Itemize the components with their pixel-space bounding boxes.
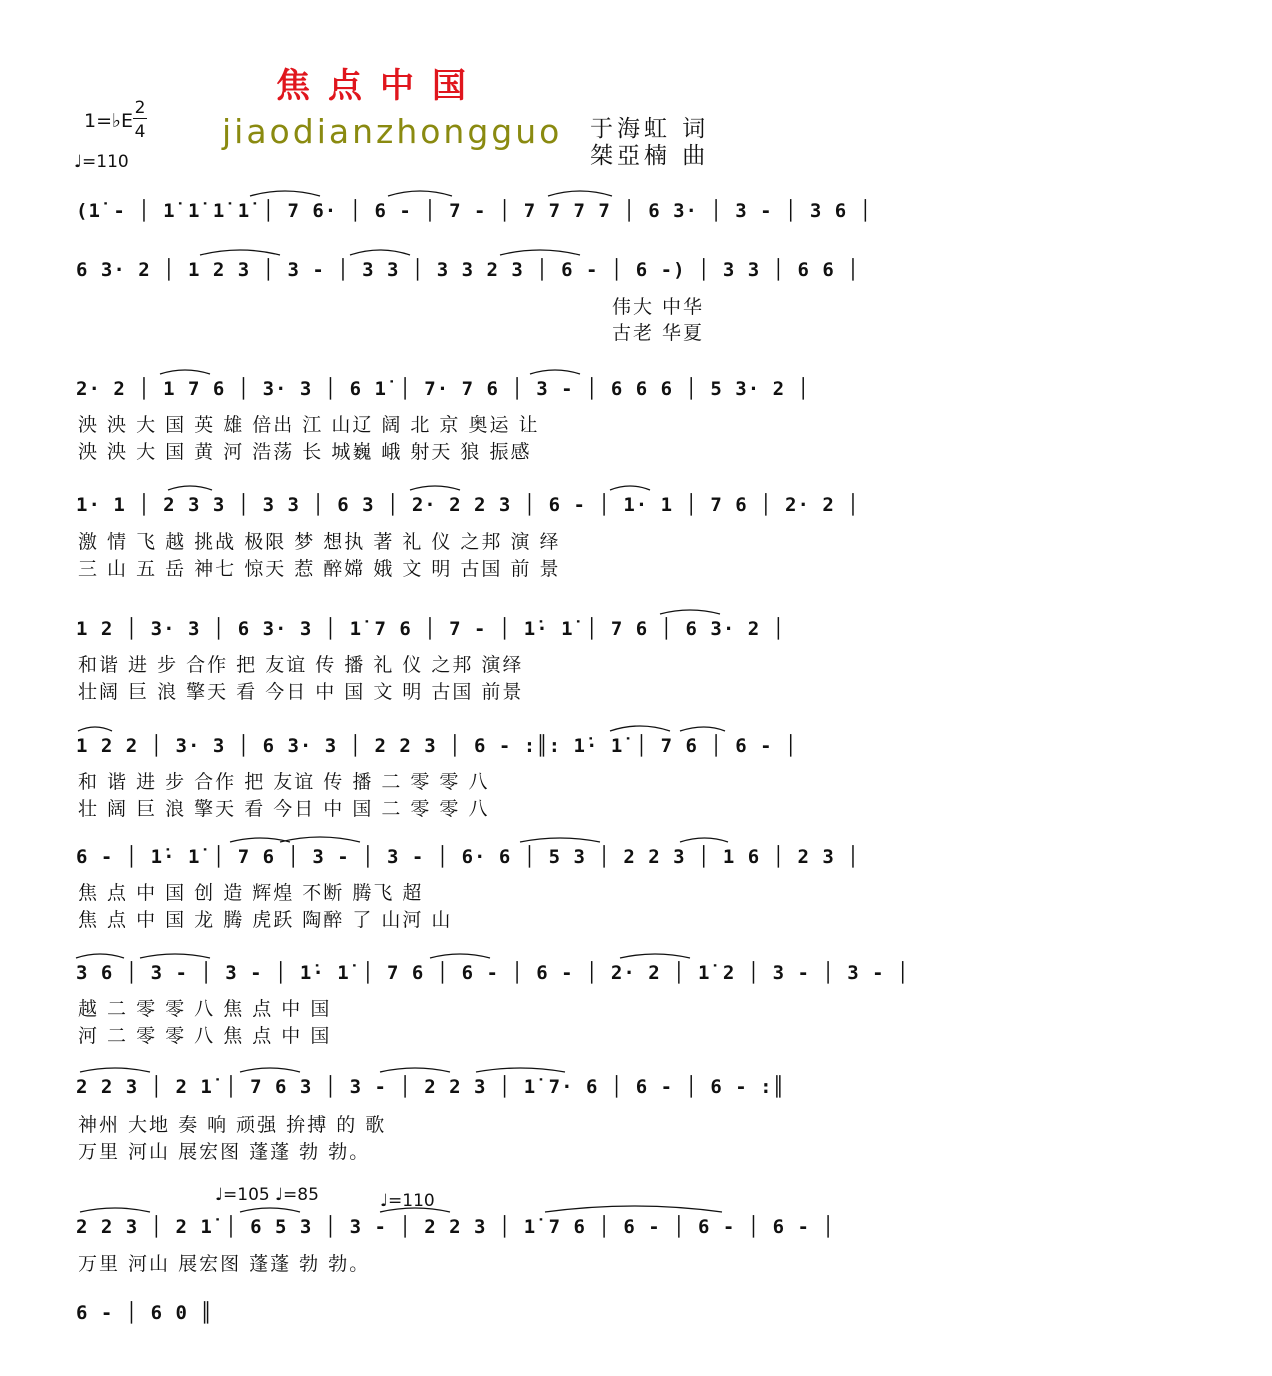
quarter-note-icon: ♩ [215,1185,224,1205]
tempo-marking: ♩=110 [74,152,129,172]
lyric-line-5-1: 和谐 进 步 合作 把 友谊 传 播 礼 仪 之邦 演绎 [78,654,524,676]
tempo-marking-85: ♩=85 [275,1185,319,1205]
notation-row-2: 6 3· 2 │ 1 2 3 │ 3 - │ 3 3 │ 3 3 2 3 │ 6 - │ 6 -) │ 3 3 │ 6 6 │ [76,259,860,281]
quarter-note-icon: ♩ [380,1191,389,1211]
tempo-marking-110: ♩=110 [380,1191,435,1211]
lyric-line-2-2: 古老 华夏 [612,322,705,344]
lyric-line-6-2: 壮 阔 巨 浪 擎天 看 今日 中 国 二 零 零 八 [78,798,490,820]
notation-row-4: 1· 1 │ 2 3 3 │ 3 3 │ 6 3 │ 2· 2 2 3 │ 6 - │ 1· 1 │ 7 6 │ 2· 2 │ [76,494,860,516]
quarter-note-icon: ♩ [275,1185,284,1205]
lyric-line-2-1: 伟大 中华 [612,296,705,318]
lyric-line-4-2: 三 山 五 岳 神七 惊天 惹 醉嫦 娥 文 明 古国 前 景 [78,558,561,580]
notation-row-9: 2 2 3 │ 2 1̇ │ 7 6 3 │ 3 - │ 2 2 3 │ 1̇ 7· 6 │ 6 - │ 6 - :║ [76,1076,786,1098]
time-signature-top: 2 [134,98,146,118]
lyric-line-8-1: 越 二 零 零 八 焦 点 中 国 [78,998,332,1020]
lyric-line-3-2: 泱 泱 大 国 黄 河 浩荡 长 城巍 峨 射天 狼 振感 [78,441,532,463]
notation-row-6: 1 2 2 │ 3· 3 │ 6 3· 3 │ 2 2 3 │ 6 - :║: 1̇· 1̇ │ 7 6 │ 6 - │ [76,735,798,757]
notation-row-5: 1 2 │ 3· 3 │ 6 3· 3 │ 1̇ 7 6 │ 7 - │ 1̇· 1̇ │ 7 6 │ 6 3· 2 │ [76,618,786,640]
lyric-line-7-1: 焦 点 中 国 创 造 辉煌 不断 腾飞 超 [78,882,424,904]
quarter-note-icon: ♩ [74,152,83,172]
notation-row-11: 6 - │ 6 0 ║ [76,1302,213,1324]
song-title-pinyin: jiaodianzhongguo [222,112,563,151]
notation-row-1: (1̇ - │ 1̇ 1̇ 1̇ 1̇ │ 7 6· │ 6 - │ 7 - │ 7 7 7 7 │ 6 3· │ 3 - │ 3 6 │ [76,200,873,222]
tempo-marking-105: ♩=105 [215,1185,270,1205]
lyric-line-10-1: 万里 河山 展宏图 蓬蓬 勃 勃。 [78,1253,371,1275]
time-signature-line [133,118,147,119]
time-signature-bottom: 4 [134,122,146,142]
notation-row-10: 2 2 3 │ 2 1̇ │ 6 5 3 │ 3 - │ 2 2 3 │ 1̇ 7 6 │ 6 - │ 6 - │ 6 - │ [76,1216,835,1238]
lyric-line-5-2: 壮阔 巨 浪 擎天 看 今日 中 国 文 明 古国 前景 [78,681,524,703]
composer-credit: 桀亞楠 曲 [590,143,710,169]
lyricist-credit: 于海虹 词 [590,116,710,142]
lyric-line-4-1: 激 情 飞 越 挑战 极限 梦 想执 著 礼 仪 之邦 演 绎 [78,531,561,553]
notation-row-3: 2· 2 │ 1 7 6 │ 3· 3 │ 6 1̇ │ 7· 7 6 │ 3 - │ 6 6 6 │ 5 3· 2 │ [76,378,810,400]
notation-row-8: 3 6 │ 3 - │ 3 - │ 1̇· 1̇ │ 7 6 │ 6 - │ 6 - │ 2· 2 │ 1̇ 2 │ 3 - │ 3 - │ [76,962,910,984]
key-signature: 1=♭E [84,110,133,132]
lyric-line-9-1: 神州 大地 奏 响 顽强 拚搏 的 歌 [78,1114,387,1136]
lyric-line-7-2: 焦 点 中 国 龙 腾 虎跃 陶醉 了 山河 山 [78,909,453,931]
notation-row-7: 6 - │ 1̇· 1̇ │ 7 6 │ 3 - │ 3 - │ 6· 6 │ 5 3 │ 2 2 3 │ 1 6 │ 2 3 │ [76,846,860,868]
lyric-line-8-2: 河 二 零 零 八 焦 点 中 国 [78,1025,332,1047]
lyric-line-9-2: 万里 河山 展宏图 蓬蓬 勃 勃。 [78,1141,371,1163]
song-title: 焦点中国 [276,66,484,106]
lyric-line-6-1: 和 谐 进 步 合作 把 友谊 传 播 二 零 零 八 [78,771,490,793]
lyric-line-3-1: 泱 泱 大 国 英 雄 倍出 江 山辽 阔 北 京 奥运 让 [78,414,540,436]
